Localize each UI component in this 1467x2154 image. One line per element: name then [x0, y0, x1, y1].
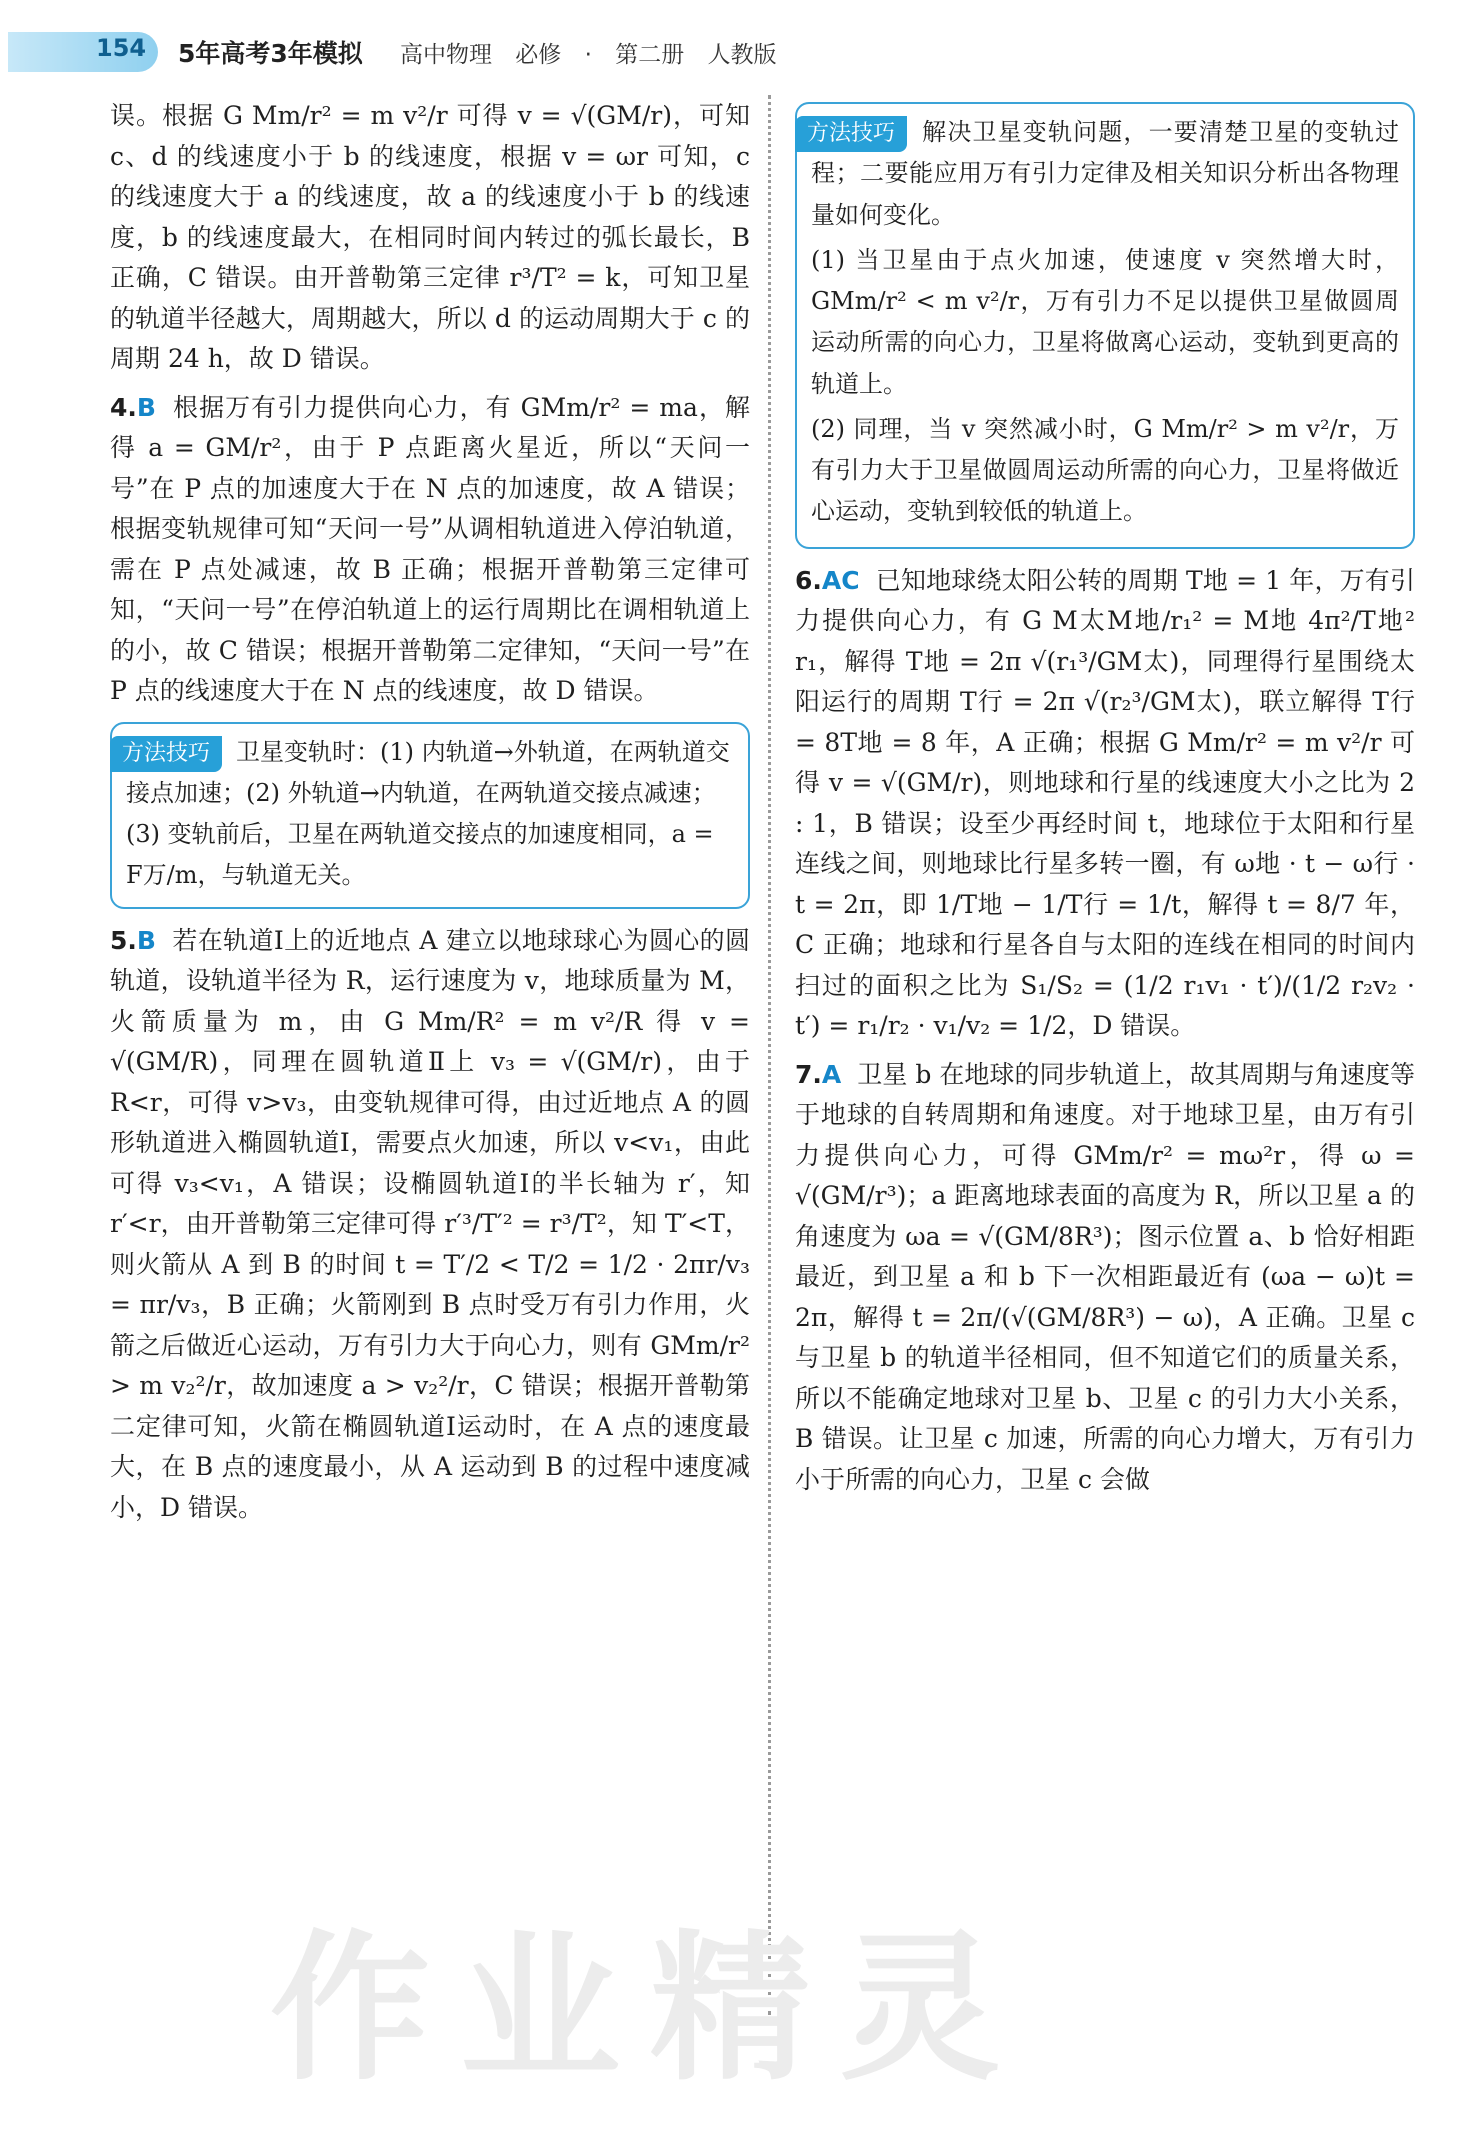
method-tip-box [110, 722, 750, 909]
left-column [110, 96, 750, 1534]
watermark-logo: 作业精灵 [270, 1915, 1031, 2102]
right-column [795, 92, 1415, 1506]
answer-letter: B [136, 392, 156, 422]
item-text: 根据万有引力提供向心力，有 GMm/r² = ma，解得 a = GM/r²，由于 P 点距离火星近，所以“天问一号”在 P 点的加速度大于在 N 点的加速度，故 A 错误；根据变轨规律可知“天问一号”从调相轨道进入停泊轨道，需在 P 点处减速，故 B 正确；根据开普勒第三定律可知，“天问一号”在停泊轨道上的运行周期比在调相轨道上的小，故 C 错误；根据开普勒第二定律知，“天问一号”在 P 点的线速度大于在 N 点的线速度，故 D 错误。 [110, 392, 750, 705]
method-tip-box [795, 102, 1415, 549]
answer-letter: B [136, 925, 156, 955]
answer-letter: AC [821, 565, 860, 595]
column-divider [768, 95, 771, 2015]
book-meta: 高中物理 必修 · 第二册 人教版 [400, 42, 777, 68]
page-header [0, 28, 1467, 78]
answer-item-6 [795, 561, 1415, 1047]
answer-item-4 [110, 388, 750, 712]
item-text: 已知地球绕太阳公转的周期 T地 = 1 年，万有引力提供向心力，有 G M太M地/r₁² = M地 4π²/T地² r₁，解得 T地 = 2π √(r₁³/GM太)，同理得行星围绕太阳运行的周期 T行 = 2π √(r₂³/GM太)，联立解得 T行 = 8T地 = 8 年，A 正确；根据 G Mm/r² = m v²/r 可得 v = √(GM/r)，则地球和行星的线速度大小之比为 2 : 1，B 错误；设至少再经时间 t，地球位于太阳和行星连线之间，则地球比行星多转一圈，有 ω地 · t − ω行 · t = 2π，即 1/T地 − 1/T行 = 1/t，解得 t = 8/7 年，C 正确；地球和行星各自与太阳的连线在相同的时间内扫过的面积之比为 S₁/S₂ = (1/2 r₁v₁ · t′)/(1/2 r₂v₂ · t′) = r₁/r₂ · v₁/v₂ = 1/2，D 错误。 [795, 565, 1415, 1041]
q3-continuation: 误。根据 G Mm/r² = m v²/r 可得 v = √(GM/r)，可知 c、d 的线速度小于 b 的线速度，根据 v = ωr 可知，c 的线速度大于 a 的线速度，故 a 的线速度小于 b 的线速度，b 的线速度最大，在相同时间内转过的弧长最长，B 正确，C 错误。由开普勒第三定律 r³/T² = k，可知卫星的轨道半径越大，周期越大，所以 d 的运动周期大于 c 的周期 24 h，故 D 错误。 [110, 101, 750, 373]
answer-letter: A [821, 1059, 842, 1089]
item-number: 7. [795, 1059, 822, 1089]
method-tip-tag: 方法技巧 [795, 116, 907, 152]
item-text: 若在轨道Ⅰ上的近地点 A 建立以地球球心为圆心的圆轨道，设轨道半径为 R，运行速度为 v，地球质量为 M，火箭质量为 m，由 G Mm/R² = m v²/R 得 v = √(GM/R)，同理在圆轨道Ⅱ上 v₃ = √(GM/r)，由于 R<r，可得 v>v₃，由变轨规律可得，由过近地点 A 的圆形轨道进入椭圆轨道Ⅰ，需要点火加速，所以 v<v₁，由此可得 v₃<v₁，A 错误；设椭圆轨道Ⅰ的半长轴为 r′，知 r′<r，由开普勒第三定律可得 r′³/T′² = r³/T²，知 T′<T，则火箭从 A 到 B 的时间 t = T′/2 < T/2 = 1/2 · 2πr/v₃ = πr/v₃，B 正确；火箭刚到 B 点时受万有引力作用，火箭之后做近心运动，万有引力大于向心力，则有 GMm/r² > m v₂²/r，故加速度 a > v₂²/r，C 错误；根据开普勒第二定律可知，火箭在椭圆轨道Ⅰ运动时，在 A 点的速度最大，在 B 点的速度最小，从 A 运动到 B 的过程中速度减小，D 错误。 [110, 925, 750, 1522]
answer-item-5 [110, 921, 750, 1529]
method-tip-point-2: (2) 同理，当 v 突然减小时，G Mm/r² > m v²/r，万有引力大于卫星做圆周运动所需的向心力，卫星将做近心运动，变轨到较低的轨道上。 [811, 414, 1399, 526]
item-number: 5. [110, 925, 137, 955]
page-number: 154 [96, 34, 147, 62]
item-number: 4. [110, 392, 137, 422]
method-tip-text: 卫星变轨时：(1) 内轨道→外轨道，在两轨道交接点加速；(2) 外轨道→内轨道，在两轨道交接点减速；(3) 变轨前后，卫星在两轨道交接点的加速度相同，a = F万/m，与轨道无关。 [126, 737, 730, 890]
method-tip-point-1: (1) 当卫星由于点火加速，使速度 v 突然增大时，GMm/r² < m v²/r，万有引力不足以提供卫星做圆周运动所需的向心力，卫星将做离心运动，变轨到更高的轨道上。 [811, 245, 1399, 398]
method-tip-intro: 解决卫星变轨问题，一要清楚卫星的变轨过程；二要能应用万有引力定律及相关知识分析出各物理量如何变化。 [811, 118, 1399, 229]
item-text: 卫星 b 在地球的同步轨道上，故其周期与角速度等于地球的自转周期和角速度。对于地球卫星，由万有引力提供向心力，可得 GMm/r² = mω²r，得 ω = √(GM/r³)；a 距离地球表面的高度为 R，所以卫星 a 的角速度为 ωa = √(GM/8R³)；图示位置 a、b 恰好相距最近，到卫星 a 和 b 下一次相距最近有 (ωa − ω)t = 2π，解得 t = 2π/(√(GM/8R³) − ω)，A 正确。卫星 c 与卫星 b 的轨道半径相同，但不知道它们的质量关系，所以不能确定地球对卫星 b、卫星 c 的引力大小关系，B 错误。让卫星 c 加速，所需的向心力增大，万有引力小于所需的向心力，卫星 c 会做 [795, 1059, 1416, 1494]
book-title: 5年高考3年模拟 [178, 39, 363, 68]
method-tip-tag: 方法技巧 [110, 736, 222, 772]
item-number: 6. [795, 565, 822, 595]
answer-item-7 [795, 1055, 1415, 1501]
